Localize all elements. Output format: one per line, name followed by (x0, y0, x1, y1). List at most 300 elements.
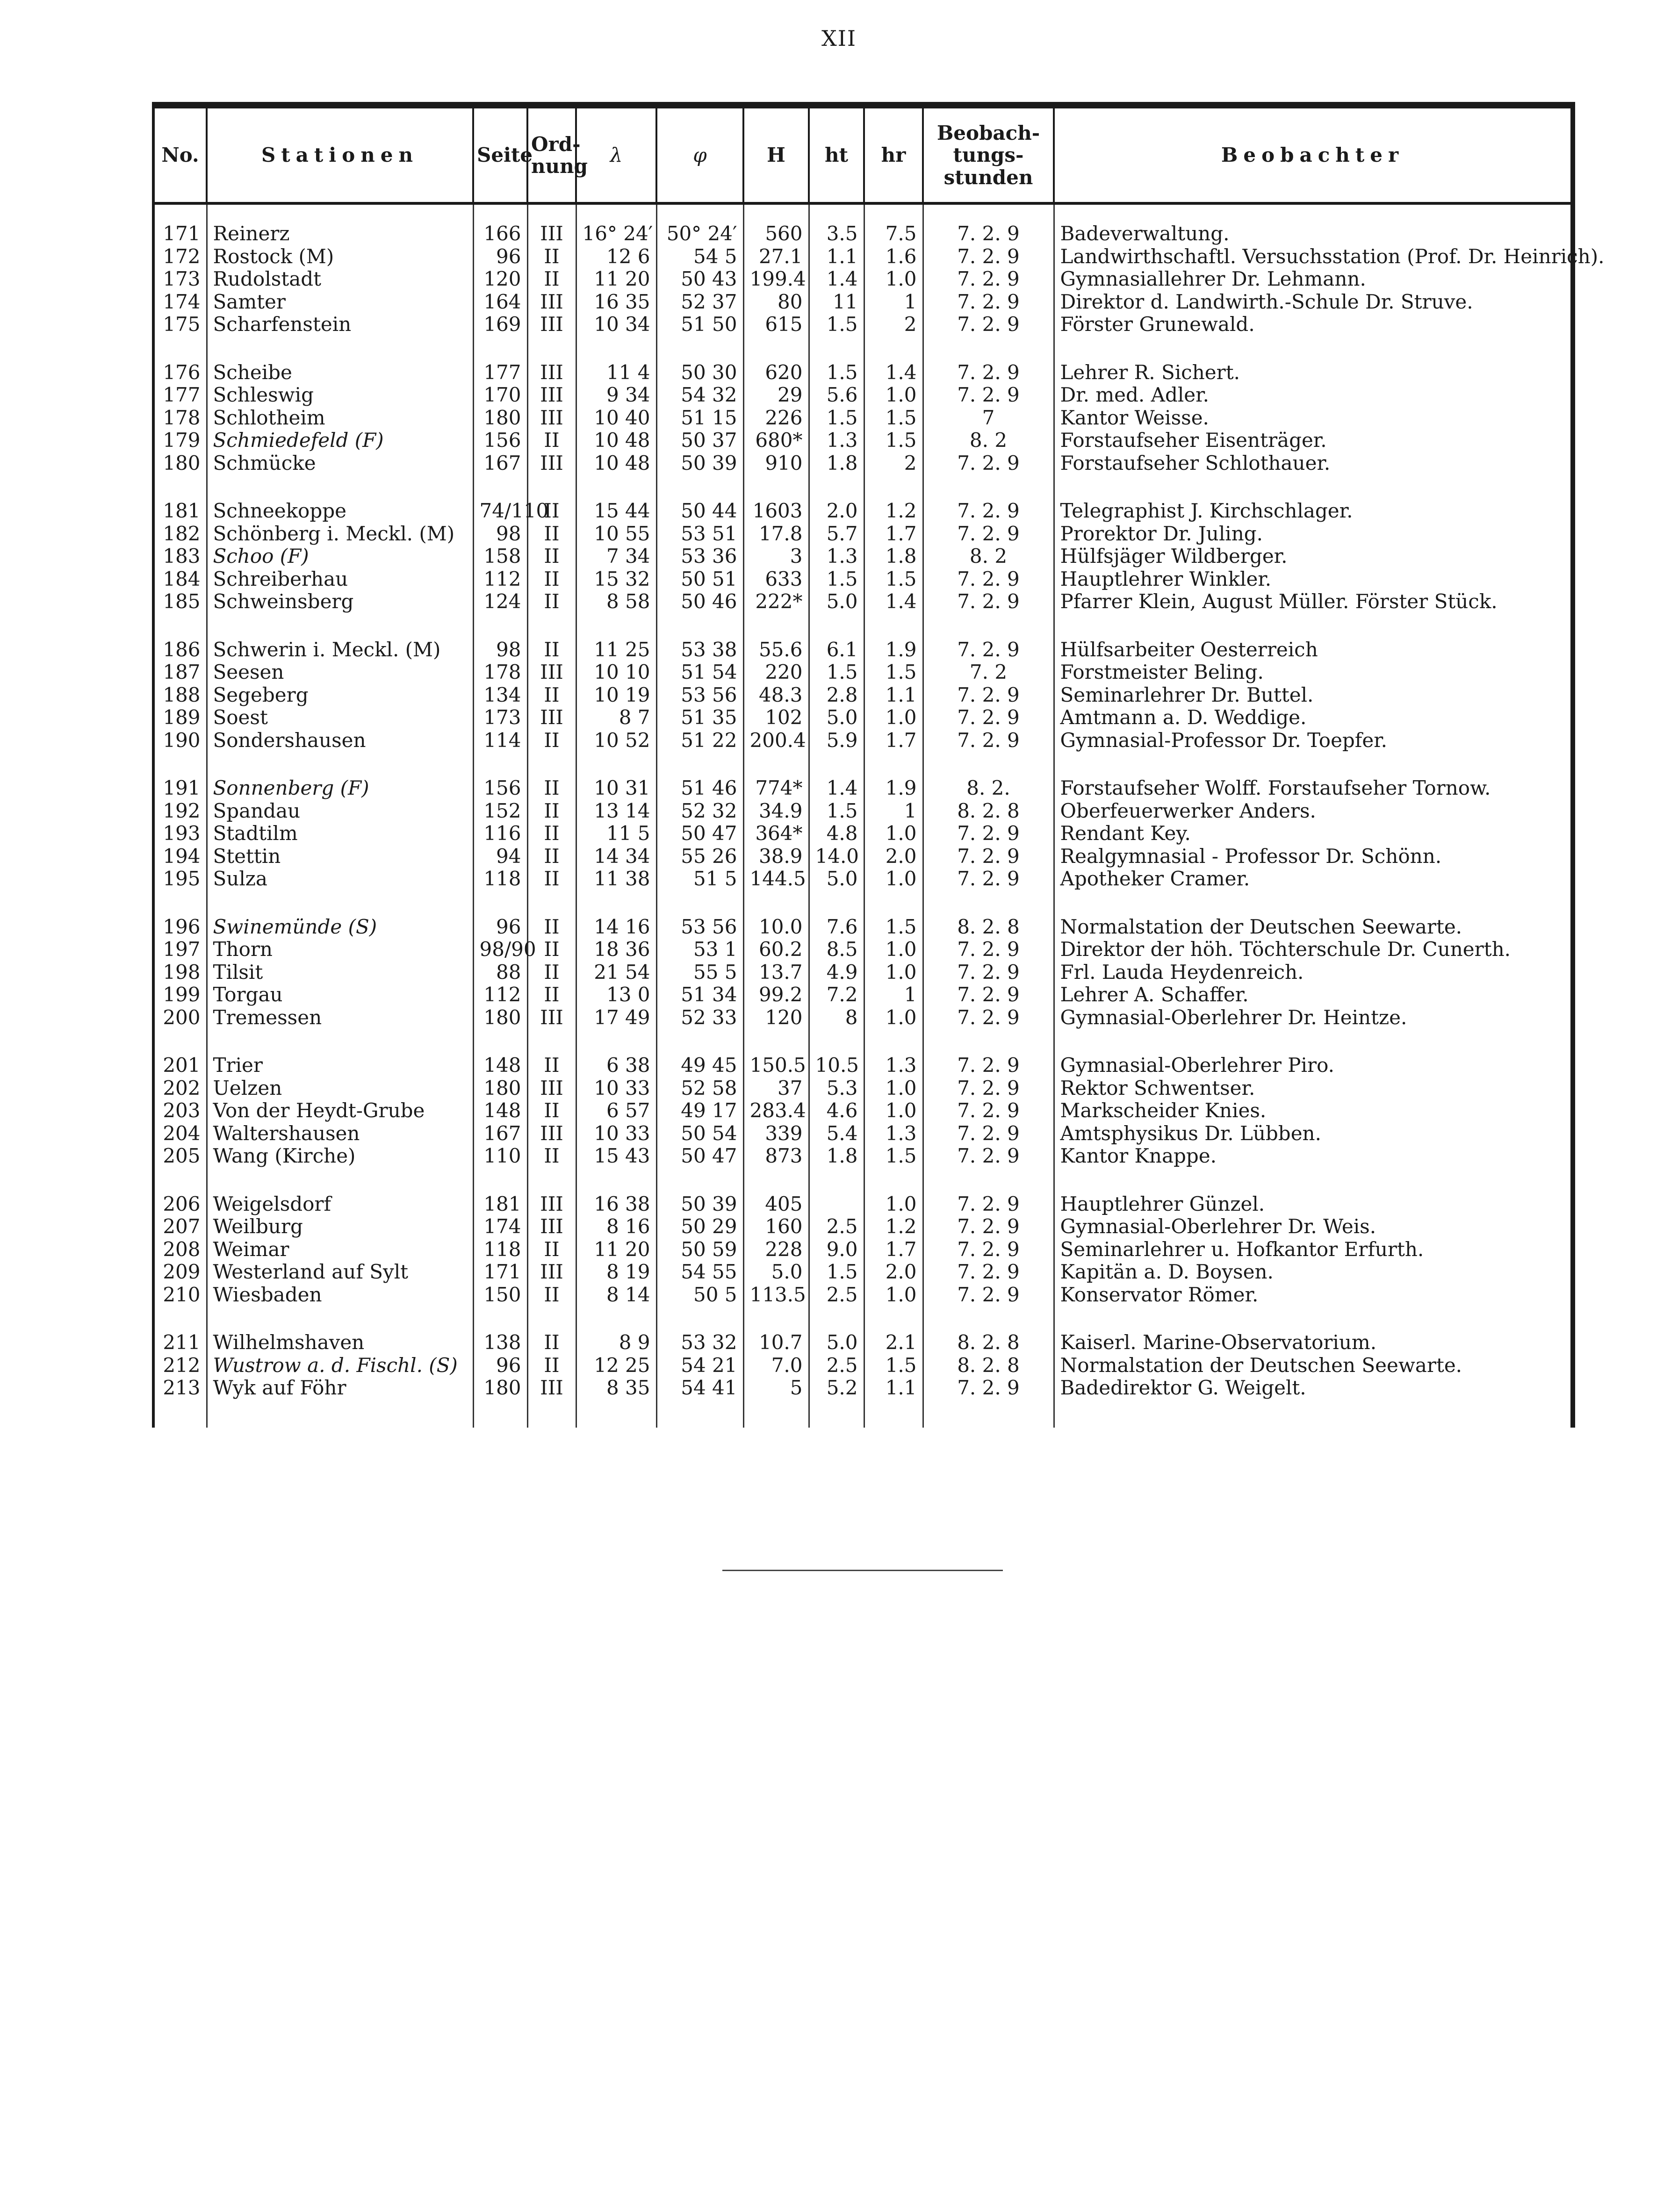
spacer-cell (153, 1400, 207, 1428)
cell-station (207, 1331, 473, 1354)
cell-ht: 11 (809, 291, 864, 314)
cell-ht: 5.0 (809, 868, 864, 891)
spacer-cell (576, 1400, 656, 1428)
cell-ht: 5.6 (809, 384, 864, 407)
cell-seite: 118 (473, 1238, 527, 1261)
cell-ht: 3.5 (809, 223, 864, 245)
spacer-cell (527, 203, 576, 223)
cell-observer: Dr. med. Adler. (1054, 384, 1573, 407)
cell-phi: 51 15 (656, 407, 743, 430)
table-row (153, 916, 1573, 939)
cell-seite: 112 (473, 568, 527, 591)
table-row (153, 1261, 1573, 1284)
cell-phi: 50 51 (656, 568, 743, 591)
spacer-cell (923, 1029, 1054, 1054)
cell-seite: 167 (473, 1122, 527, 1145)
cell-height: 102 (743, 706, 809, 729)
cell-hours: 7. 2. 9 (923, 729, 1054, 752)
cell-lambda: 10 48 (576, 452, 656, 475)
cell-no: 196 (153, 916, 207, 939)
cell-no: 183 (153, 545, 207, 568)
cell-ordnung: II (527, 729, 576, 752)
spacer-cell (473, 752, 527, 777)
cell-height: 222* (743, 590, 809, 613)
cell-phi: 54 55 (656, 1261, 743, 1284)
cell-no: 178 (153, 407, 207, 430)
cell-ordnung: II (527, 245, 576, 268)
cell-hours: 8. 2. 8 (923, 916, 1054, 939)
spacer-cell (923, 613, 1054, 639)
cell-station (207, 361, 473, 384)
cell-hours: 8. 2. 8 (923, 800, 1054, 823)
cell-station (207, 313, 473, 336)
cell-ht: 4.9 (809, 961, 864, 984)
cell-phi: 51 46 (656, 777, 743, 800)
cell-lambda: 10 55 (576, 523, 656, 546)
cell-height: 560 (743, 223, 809, 245)
cell-phi: 53 56 (656, 916, 743, 939)
cell-no: 188 (153, 684, 207, 707)
cell-seite: 114 (473, 729, 527, 752)
table-row (153, 1354, 1573, 1377)
cell-ordnung: III (527, 1077, 576, 1100)
station-name: Tilsit (213, 960, 263, 984)
spacer-cell (1054, 203, 1573, 223)
cell-station (207, 777, 473, 800)
cell-height: 34.9 (743, 800, 809, 823)
cell-hours: 7. 2. 9 (923, 523, 1054, 546)
station-name: Schweinsberg (213, 590, 354, 613)
cell-hr: 1.5 (864, 407, 923, 430)
cell-phi: 53 56 (656, 684, 743, 707)
spacer-cell (207, 1400, 473, 1428)
cell-station (207, 868, 473, 891)
table-row (153, 1331, 1573, 1354)
group-spacer (153, 474, 1573, 500)
cell-hr: 1.0 (864, 938, 923, 961)
cell-ht: 8.5 (809, 938, 864, 961)
cell-station (207, 1354, 473, 1377)
station-name: Von der Heydt-Grube (213, 1099, 425, 1122)
cell-ht: 1.5 (809, 661, 864, 684)
cell-ht: 7.2 (809, 984, 864, 1006)
cell-ht: 2.5 (809, 1354, 864, 1377)
cell-phi: 52 33 (656, 1006, 743, 1029)
table-row (153, 639, 1573, 661)
cell-height: 160 (743, 1215, 809, 1238)
table-row (153, 706, 1573, 729)
table-row (153, 452, 1573, 475)
cell-seite: 98/90 (473, 938, 527, 961)
cell-station (207, 1006, 473, 1029)
spacer-cell (743, 1029, 809, 1054)
cell-no: 206 (153, 1193, 207, 1216)
cell-hr: 1.0 (864, 1099, 923, 1122)
cell-height: 680* (743, 429, 809, 452)
cell-hours: 7. 2. 9 (923, 845, 1054, 868)
cell-lambda: 15 44 (576, 500, 656, 523)
cell-height: 3 (743, 545, 809, 568)
table-row (153, 291, 1573, 314)
spacer-cell (1054, 752, 1573, 777)
cell-height: 910 (743, 452, 809, 475)
cell-ht: 5.0 (809, 1331, 864, 1354)
cell-observer: Gymnasial-Oberlehrer Dr. Heintze. (1054, 1006, 1573, 1029)
cell-hours: 7. 2. 9 (923, 1284, 1054, 1307)
cell-station (207, 916, 473, 939)
cell-height: 29 (743, 384, 809, 407)
station-name: Wustrow a. d. Fischl. (S) (213, 1353, 458, 1377)
spacer-cell (527, 474, 576, 500)
spacer-cell (527, 1168, 576, 1193)
cell-seite: 178 (473, 661, 527, 684)
cell-observer: Normalstation der Deutschen Seewarte. (1054, 916, 1573, 939)
cell-no: 185 (153, 590, 207, 613)
cell-phi: 50 47 (656, 1145, 743, 1168)
cell-station (207, 800, 473, 823)
cell-seite: 170 (473, 384, 527, 407)
spacer-cell (153, 336, 207, 361)
cell-hours: 7. 2. 9 (923, 1054, 1054, 1077)
spacer-cell (473, 613, 527, 639)
cell-height: 615 (743, 313, 809, 336)
cell-hours: 7. 2. 9 (923, 223, 1054, 245)
cell-ht: 1.5 (809, 361, 864, 384)
spacer-cell (743, 1306, 809, 1331)
cell-hr: 1.0 (864, 1077, 923, 1100)
cell-lambda: 14 34 (576, 845, 656, 868)
cell-height: 339 (743, 1122, 809, 1145)
cell-observer: Amtmann a. D. Weddige. (1054, 706, 1573, 729)
cell-lambda: 13 14 (576, 800, 656, 823)
table-row (153, 313, 1573, 336)
table-row (153, 268, 1573, 291)
table-row (153, 961, 1573, 984)
spacer-cell (1054, 1029, 1573, 1054)
cell-height: 27.1 (743, 245, 809, 268)
spacer-cell (153, 891, 207, 916)
spacer-cell (864, 613, 923, 639)
cell-ht: 5.9 (809, 729, 864, 752)
cell-observer: Frl. Lauda Heydenreich. (1054, 961, 1573, 984)
cell-ht: 5.3 (809, 1077, 864, 1100)
cell-observer: Kaiserl. Marine-Observatorium. (1054, 1331, 1573, 1354)
spacer-cell (153, 1306, 207, 1331)
station-name: Rudolstadt (213, 267, 322, 291)
spacer-cell (527, 1400, 576, 1428)
cell-hr: 2.0 (864, 845, 923, 868)
cell-phi: 50° 24′ (656, 223, 743, 245)
cell-lambda: 10 48 (576, 429, 656, 452)
cell-ordnung: II (527, 961, 576, 984)
cell-ordnung: II (527, 523, 576, 546)
station-name: Schönberg i. Meckl. (M) (213, 522, 455, 545)
cell-hours: 7. 2. 9 (923, 245, 1054, 268)
cell-phi: 50 39 (656, 452, 743, 475)
spacer-cell (576, 1029, 656, 1054)
cell-observer: Apotheker Cramer. (1054, 868, 1573, 891)
cell-ordnung: III (527, 661, 576, 684)
spacer-cell (923, 1400, 1054, 1428)
cell-seite: 112 (473, 984, 527, 1006)
cell-ht: 5.0 (809, 706, 864, 729)
cell-lambda: 10 33 (576, 1122, 656, 1145)
table-row (153, 800, 1573, 823)
cell-phi: 54 41 (656, 1377, 743, 1400)
cell-ordnung: II (527, 800, 576, 823)
cell-height: 633 (743, 568, 809, 591)
cell-station (207, 1261, 473, 1284)
cell-lambda: 8 19 (576, 1261, 656, 1284)
cell-no: 203 (153, 1099, 207, 1122)
cell-phi: 49 17 (656, 1099, 743, 1122)
cell-ht: 2.0 (809, 500, 864, 523)
cell-height: 7.0 (743, 1354, 809, 1377)
cell-phi: 52 37 (656, 291, 743, 314)
header-phi: φ (656, 105, 743, 203)
cell-phi: 53 51 (656, 523, 743, 546)
cell-ordnung: III (527, 223, 576, 245)
spacer-cell (743, 891, 809, 916)
cell-station (207, 500, 473, 523)
table-row (153, 590, 1573, 613)
cell-ordnung: III (527, 313, 576, 336)
table-row (153, 1193, 1573, 1216)
header-row (153, 105, 1573, 203)
cell-ordnung: III (527, 361, 576, 384)
cell-hr: 1.7 (864, 1238, 923, 1261)
cell-observer: Kantor Knappe. (1054, 1145, 1573, 1168)
cell-lambda: 16° 24′ (576, 223, 656, 245)
cell-station (207, 407, 473, 430)
spacer-cell (576, 474, 656, 500)
spacer-cell (576, 891, 656, 916)
table-row (153, 407, 1573, 430)
cell-ordnung: II (527, 639, 576, 661)
cell-hr: 1.1 (864, 1377, 923, 1400)
cell-hr: 1 (864, 800, 923, 823)
cell-ht: 7.6 (809, 916, 864, 939)
cell-phi: 53 1 (656, 938, 743, 961)
cell-height: 200.4 (743, 729, 809, 752)
cell-station (207, 1377, 473, 1400)
cell-phi: 51 35 (656, 706, 743, 729)
spacer-cell (864, 1168, 923, 1193)
spacer-cell (864, 474, 923, 500)
spacer-cell (656, 474, 743, 500)
cell-hr: 1.5 (864, 568, 923, 591)
cell-observer: Pfarrer Klein, August Müller. Förster Stück. (1054, 590, 1573, 613)
cell-observer: Rektor Schwentser. (1054, 1077, 1573, 1100)
cell-seite: 180 (473, 1377, 527, 1400)
cell-ordnung: III (527, 452, 576, 475)
station-name: Scharfenstein (213, 313, 352, 336)
cell-no: 190 (153, 729, 207, 752)
spacer-cell (656, 203, 743, 223)
station-name: Soest (213, 706, 268, 729)
station-name: Reinerz (213, 222, 290, 245)
cell-no: 192 (153, 800, 207, 823)
cell-ordnung: II (527, 822, 576, 845)
spacer-cell (864, 891, 923, 916)
spacer-cell (207, 1029, 473, 1054)
cell-hr: 1.0 (864, 822, 923, 845)
cell-seite: 110 (473, 1145, 527, 1168)
cell-height: 144.5 (743, 868, 809, 891)
cell-lambda: 13 0 (576, 984, 656, 1006)
spacer-cell (1054, 1168, 1573, 1193)
cell-lambda: 10 33 (576, 1077, 656, 1100)
cell-phi: 54 21 (656, 1354, 743, 1377)
cell-hours: 7. 2. 9 (923, 1099, 1054, 1122)
cell-hours: 8. 2 (923, 429, 1054, 452)
cell-lambda: 14 16 (576, 916, 656, 939)
spacer-cell (809, 336, 864, 361)
cell-hr: 1.5 (864, 1145, 923, 1168)
group-spacer (153, 336, 1573, 361)
spacer-cell (923, 752, 1054, 777)
spacer-cell (473, 1400, 527, 1428)
cell-no: 207 (153, 1215, 207, 1238)
spacer-cell (207, 1168, 473, 1193)
cell-observer: Kapitän a. D. Boysen. (1054, 1261, 1573, 1284)
cell-no: 182 (153, 523, 207, 546)
spacer-cell (1054, 613, 1573, 639)
cell-ordnung: II (527, 500, 576, 523)
station-name: Schlotheim (213, 406, 325, 429)
spacer-cell (743, 1168, 809, 1193)
cell-hours: 7. 2. 9 (923, 984, 1054, 1006)
spacer-cell (656, 613, 743, 639)
cell-lambda: 11 38 (576, 868, 656, 891)
cell-phi: 50 37 (656, 429, 743, 452)
cell-observer: Gymnasial-Oberlehrer Piro. (1054, 1054, 1573, 1077)
group-spacer (153, 1029, 1573, 1054)
cell-hr: 7.5 (864, 223, 923, 245)
cell-no: 195 (153, 868, 207, 891)
spacer-cell (473, 1168, 527, 1193)
cell-no: 201 (153, 1054, 207, 1077)
cell-ht (809, 1193, 864, 1216)
cell-ht: 1.8 (809, 452, 864, 475)
spacer-cell (864, 752, 923, 777)
cell-height: 364* (743, 822, 809, 845)
cell-seite: 180 (473, 1006, 527, 1029)
cell-ht: 5.0 (809, 590, 864, 613)
cell-seite: 180 (473, 1077, 527, 1100)
cell-no: 209 (153, 1261, 207, 1284)
cell-observer: Amtsphysikus Dr. Lübben. (1054, 1122, 1573, 1145)
spacer-cell (527, 1029, 576, 1054)
cell-lambda: 11 5 (576, 822, 656, 845)
cell-seite: 148 (473, 1099, 527, 1122)
cell-no: 174 (153, 291, 207, 314)
station-name: Schneekoppe (213, 499, 346, 523)
cell-hours: 7. 2. 9 (923, 1122, 1054, 1145)
cell-no: 211 (153, 1331, 207, 1354)
cell-station (207, 706, 473, 729)
cell-hr: 1.2 (864, 1215, 923, 1238)
station-name: Schoo (F) (213, 545, 309, 568)
cell-seite: 148 (473, 1054, 527, 1077)
cell-ordnung: III (527, 706, 576, 729)
cell-ht: 2.8 (809, 684, 864, 707)
station-name: Schmücke (213, 451, 316, 474)
cell-ordnung: II (527, 868, 576, 891)
station-name: Schleswig (213, 383, 314, 407)
table-row (153, 1145, 1573, 1168)
stations-table-body (153, 203, 1605, 1428)
cell-seite: 180 (473, 407, 527, 430)
cell-ht: 1.3 (809, 545, 864, 568)
cell-observer: Direktor der höh. Töchterschule Dr. Cunerth. (1054, 938, 1573, 961)
cell-station (207, 961, 473, 984)
spacer-cell (656, 336, 743, 361)
cell-observer: Direktor d. Landwirth.-Schule Dr. Struve. (1054, 291, 1573, 314)
cell-height: 60.2 (743, 938, 809, 961)
cell-observer: Kantor Weisse. (1054, 407, 1573, 430)
cell-ht: 1.5 (809, 407, 864, 430)
cell-phi: 52 32 (656, 800, 743, 823)
cell-phi: 49 45 (656, 1054, 743, 1077)
station-name: Thorn (213, 938, 273, 961)
cell-hours: 7. 2. 9 (923, 268, 1054, 291)
cell-observer: Realgymnasial - Professor Dr. Schönn. (1054, 845, 1573, 868)
cell-lambda: 8 7 (576, 706, 656, 729)
cell-station (207, 661, 473, 684)
page-number: XII (821, 26, 857, 51)
cell-hr: 1.5 (864, 661, 923, 684)
cell-lambda: 9 34 (576, 384, 656, 407)
header-observer: Beobachter (1054, 105, 1573, 203)
cell-station (207, 938, 473, 961)
cell-lambda: 12 6 (576, 245, 656, 268)
cell-ht: 1.4 (809, 777, 864, 800)
cell-lambda: 6 57 (576, 1099, 656, 1122)
cell-ordnung: II (527, 1354, 576, 1377)
spacer-cell (527, 613, 576, 639)
cell-hours: 7. 2. 9 (923, 961, 1054, 984)
cell-hr: 1.7 (864, 729, 923, 752)
header-hr: hr (864, 105, 923, 203)
station-name: Rostock (M) (213, 244, 334, 268)
cell-ordnung: III (527, 1377, 576, 1400)
spacer-cell (809, 1400, 864, 1428)
cell-hr: 1.2 (864, 500, 923, 523)
cell-lambda: 10 10 (576, 661, 656, 684)
cell-height: 405 (743, 1193, 809, 1216)
cell-lambda: 8 9 (576, 1331, 656, 1354)
cell-phi: 53 38 (656, 639, 743, 661)
cell-hours: 7. 2. 9 (923, 452, 1054, 475)
cell-hr: 1 (864, 984, 923, 1006)
cell-hr: 1.0 (864, 1006, 923, 1029)
cell-seite: 116 (473, 822, 527, 845)
cell-lambda: 8 35 (576, 1377, 656, 1400)
cell-no: 189 (153, 706, 207, 729)
cell-no: 184 (153, 568, 207, 591)
cell-height: 1603 (743, 500, 809, 523)
spacer-cell (473, 203, 527, 223)
cell-seite: 96 (473, 1354, 527, 1377)
cell-hr: 1.0 (864, 1284, 923, 1307)
spacer-cell (153, 203, 207, 223)
cell-phi: 50 30 (656, 361, 743, 384)
cell-hours: 7. 2. 9 (923, 384, 1054, 407)
cell-ht: 14.0 (809, 845, 864, 868)
cell-height: 873 (743, 1145, 809, 1168)
cell-hr: 1.8 (864, 545, 923, 568)
